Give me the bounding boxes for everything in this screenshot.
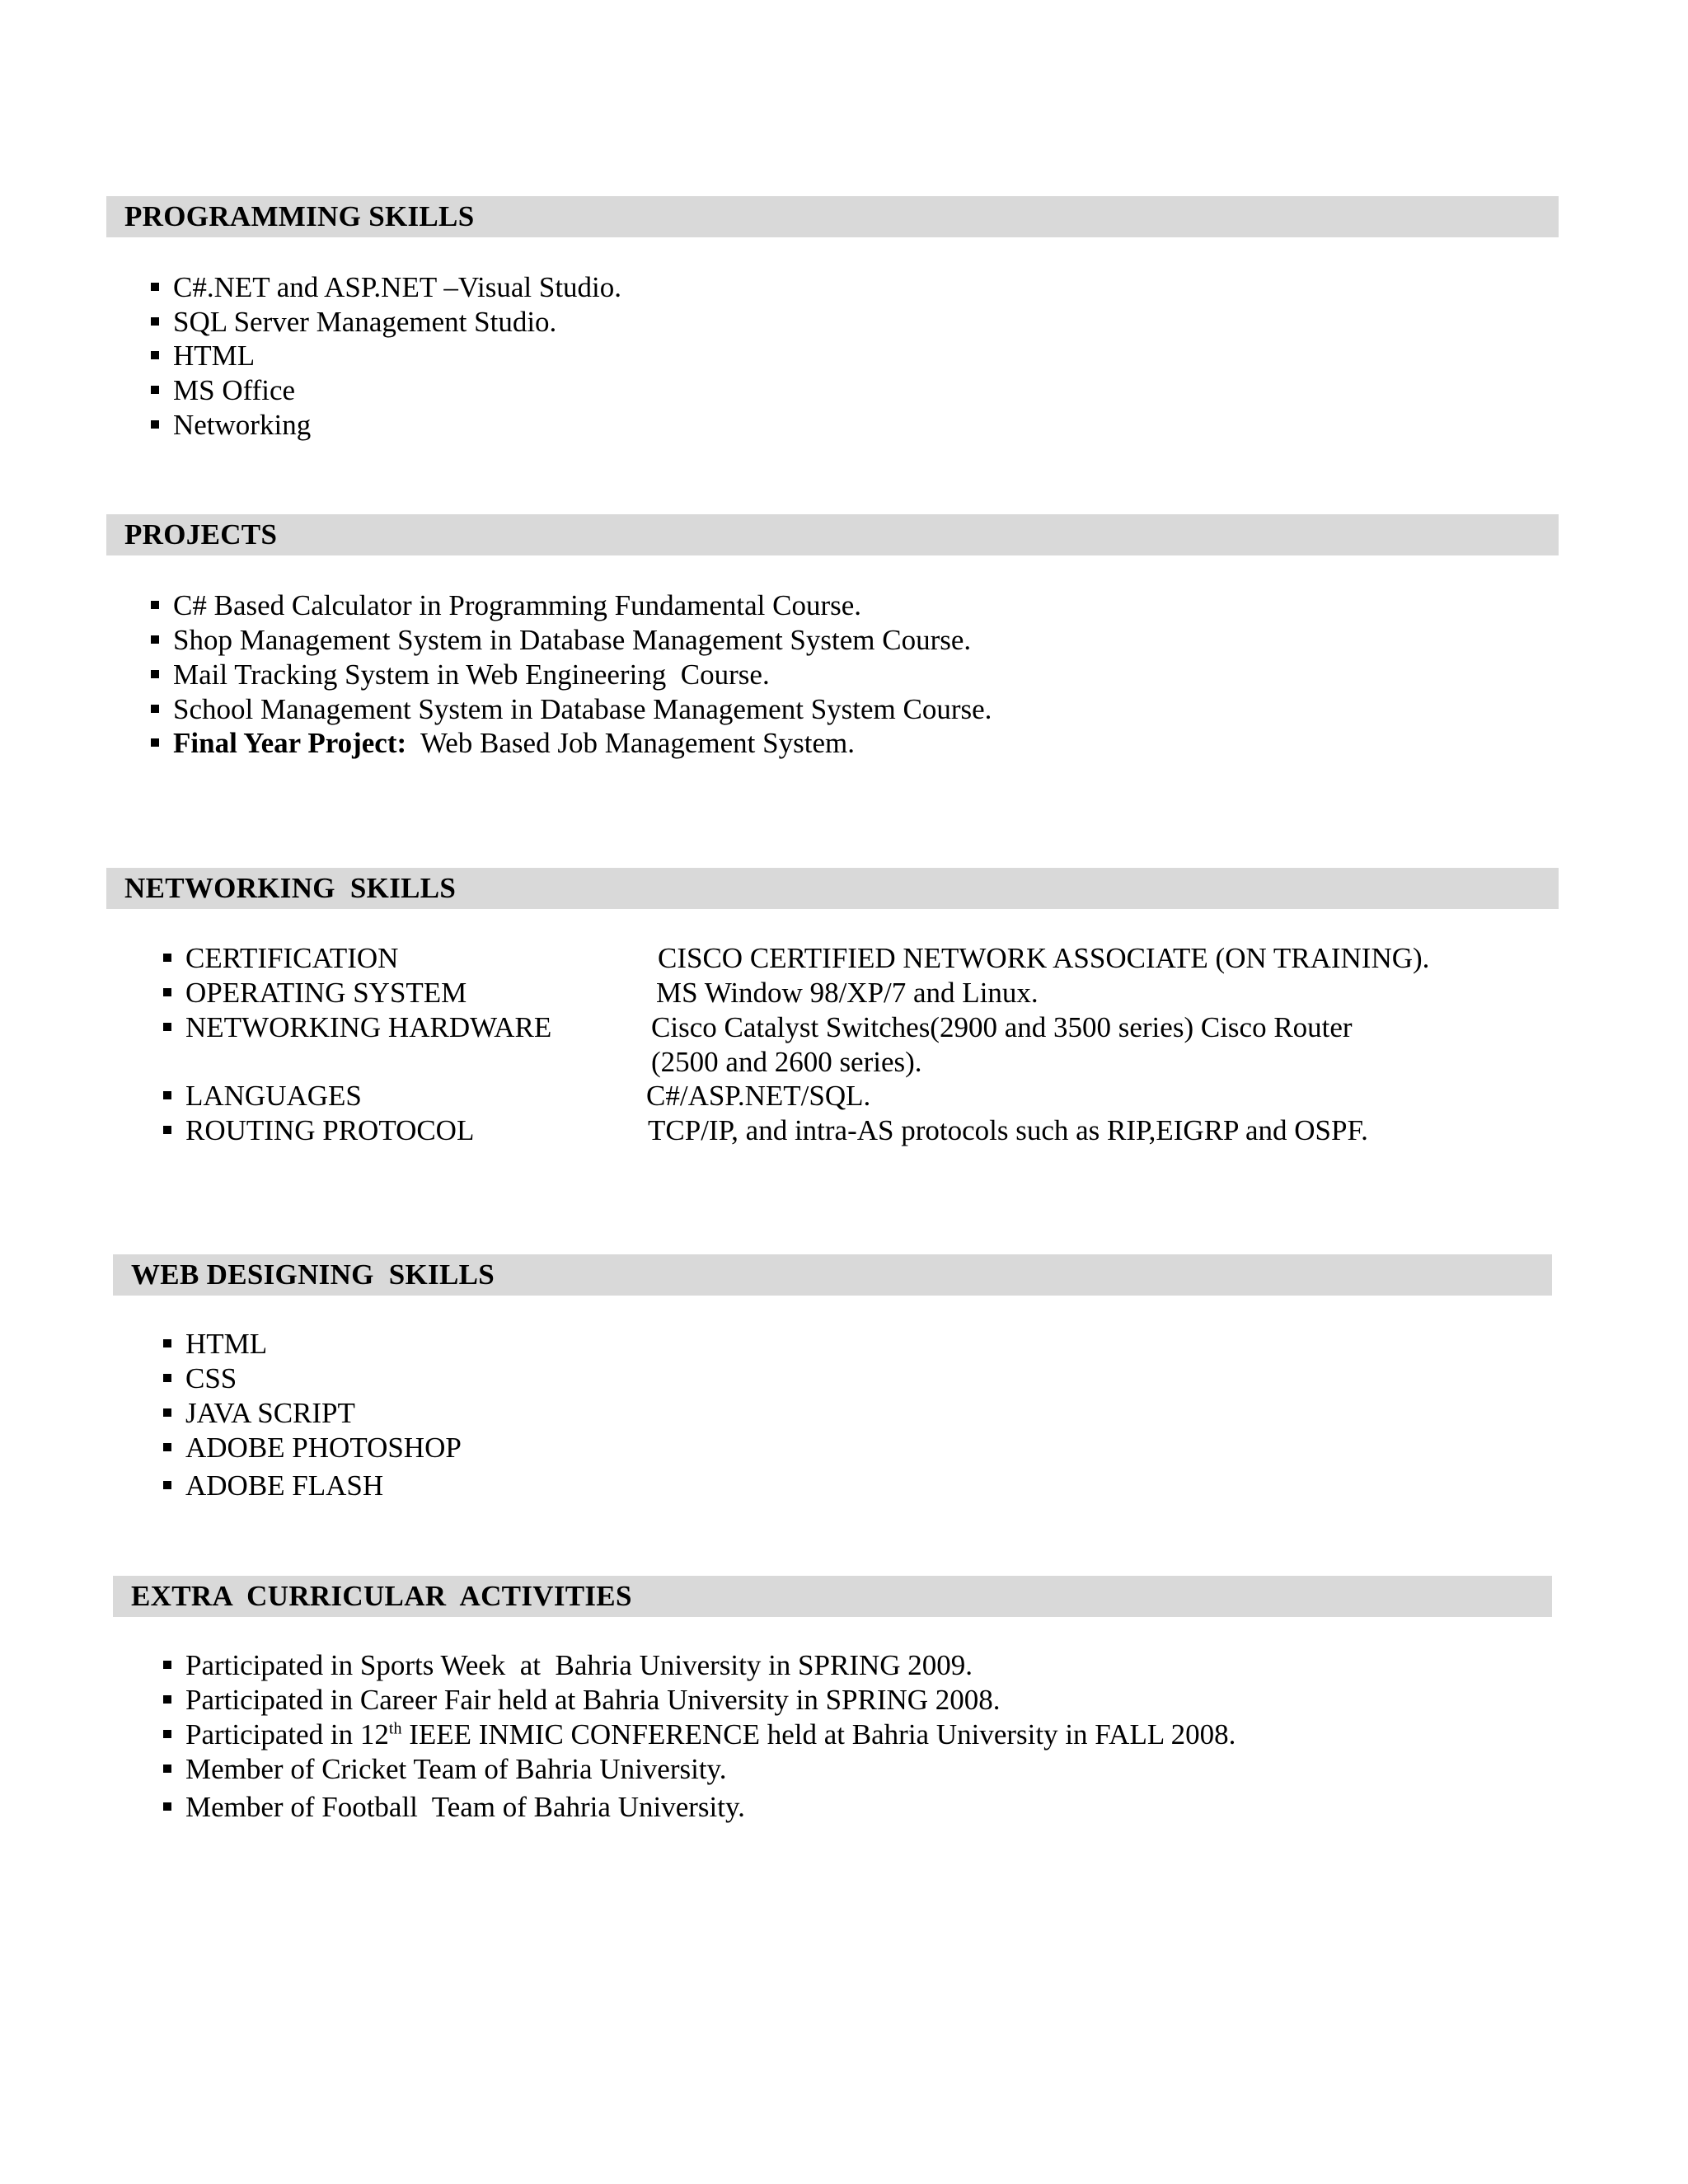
bullet-icon: [163, 1730, 171, 1738]
ieee-prefix: Participated in 12: [185, 1718, 389, 1750]
bullet-icon: [151, 738, 159, 747]
programming-skills-heading: PROGRAMMING SKILLS: [106, 196, 1559, 237]
bullet-icon: [151, 635, 159, 644]
bullet-icon: [163, 988, 171, 996]
web-designing-skills-heading: WEB DESIGNING SKILLS: [113, 1254, 1552, 1296]
final-year-project-value: Web Based Job Management System.: [406, 727, 855, 759]
bullet-icon: [163, 1765, 171, 1773]
projects-heading: PROJECTS: [106, 514, 1559, 555]
bullet-icon: [151, 283, 159, 291]
networking-label: LANGUAGES: [185, 1080, 362, 1112]
bullet-icon: [151, 420, 159, 429]
ieee-suffix: IEEE INMIC CONFERENCE held at Bahria University in FALL 2008.: [401, 1718, 1236, 1750]
networking-label: NETWORKING HARDWARE: [185, 1011, 552, 1043]
bullet-icon: [151, 317, 159, 326]
bullet-icon: [163, 1126, 171, 1134]
networking-skills-heading: NETWORKING SKILLS: [106, 868, 1559, 909]
bullet-icon: [163, 1408, 171, 1417]
bullet-icon: [151, 386, 159, 394]
bullet-icon: [151, 601, 159, 609]
ieee-superscript: th: [388, 1719, 402, 1738]
networking-value: TCP/IP, and intra-AS protocols such as RIP,EIGRP and OSPF.: [648, 1114, 1368, 1146]
networking-value-continuation: (2500 and 2600 series).: [651, 1046, 922, 1078]
bullet-icon: [163, 954, 171, 962]
bullet-icon: [163, 1802, 171, 1811]
bullet-icon: [163, 1374, 171, 1382]
bullet-icon: [163, 1023, 171, 1031]
networking-value: MS Window 98/XP/7 and Linux.: [656, 977, 1039, 1009]
networking-label: OPERATING SYSTEM: [185, 977, 467, 1009]
networking-value: C#/ASP.NET/SQL.: [646, 1080, 871, 1112]
networking-value: CISCO CERTIFIED NETWORK ASSOCIATE (ON TRAINING).: [658, 942, 1430, 974]
bullet-icon: [163, 1339, 171, 1347]
bullet-icon: [151, 351, 159, 359]
networking-label: CERTIFICATION: [185, 942, 399, 974]
bullet-icon: [163, 1443, 171, 1451]
bullet-icon: [163, 1091, 171, 1099]
bullet-icon: [163, 1661, 171, 1669]
bullet-icon: [151, 705, 159, 713]
bullet-icon: [163, 1695, 171, 1704]
extra-curricular-heading: EXTRA CURRICULAR ACTIVITIES: [113, 1576, 1552, 1617]
networking-label: ROUTING PROTOCOL: [185, 1114, 475, 1146]
networking-value: Cisco Catalyst Switches(2900 and 3500 series) Cisco Router: [651, 1011, 1353, 1043]
bullet-icon: [151, 670, 159, 678]
bullet-icon: [163, 1481, 171, 1489]
final-year-project-label: Final Year Project:: [173, 727, 407, 759]
